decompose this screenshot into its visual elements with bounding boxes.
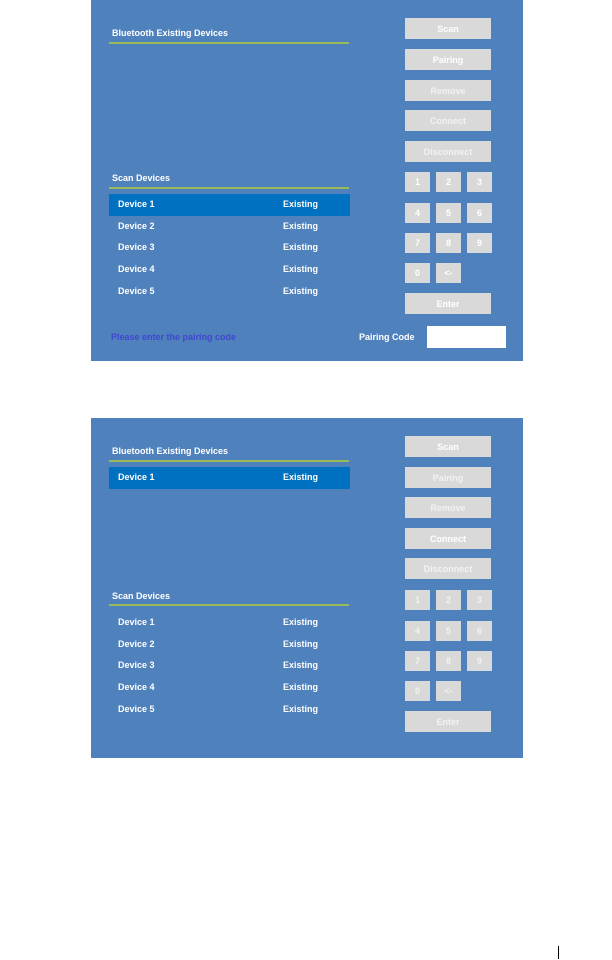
device-row[interactable] bbox=[109, 612, 350, 634]
device-row[interactable] bbox=[109, 699, 350, 721]
device-row[interactable] bbox=[109, 237, 350, 259]
keypad-key-0[interactable]: 0 bbox=[405, 263, 430, 283]
device-status: Existing bbox=[283, 285, 319, 296]
keypad-key-5[interactable]: 5 bbox=[436, 621, 461, 641]
keypad-key-3[interactable]: 3 bbox=[467, 590, 492, 610]
device-name: Device 2 bbox=[118, 638, 155, 649]
scan-devices-title: Scan Devices bbox=[112, 173, 171, 183]
device-status: Existing bbox=[283, 220, 319, 231]
scan-devices-divider bbox=[109, 604, 349, 606]
keypad-key-7[interactable]: 7 bbox=[405, 651, 430, 671]
remove-button[interactable]: Remove bbox=[405, 80, 491, 101]
device-row[interactable] bbox=[109, 194, 350, 216]
keypad-key-9[interactable]: 9 bbox=[467, 651, 492, 671]
connect-button[interactable]: Connect bbox=[405, 528, 491, 549]
device-name: Device 5 bbox=[118, 703, 155, 714]
existing-devices-divider bbox=[109, 460, 349, 462]
device-name: Device 5 bbox=[118, 285, 155, 296]
device-row[interactable] bbox=[109, 467, 350, 489]
device-row[interactable] bbox=[109, 216, 350, 238]
device-status: Existing bbox=[283, 242, 319, 253]
device-status: Existing bbox=[283, 264, 319, 275]
device-status: Existing bbox=[283, 703, 319, 714]
keypad-key-2[interactable]: 2 bbox=[436, 172, 461, 192]
device-status: Existing bbox=[283, 660, 319, 671]
keypad-backspace-key[interactable]: <- bbox=[436, 263, 461, 283]
scan-devices-title: Scan Devices bbox=[112, 591, 171, 601]
device-row[interactable] bbox=[109, 259, 350, 281]
scan-button[interactable]: Scan bbox=[405, 436, 491, 457]
keypad-key-0[interactable]: 0 bbox=[405, 681, 430, 701]
device-row[interactable] bbox=[109, 655, 350, 677]
device-status: Existing bbox=[283, 617, 319, 627]
remove-button[interactable]: Remove bbox=[405, 497, 491, 518]
device-name: Device 3 bbox=[118, 660, 155, 671]
device-name: Device 2 bbox=[118, 220, 155, 231]
scan-devices-list bbox=[109, 194, 350, 302]
keypad-key-4[interactable]: 4 bbox=[405, 203, 430, 223]
device-status: Existing bbox=[283, 472, 319, 482]
existing-devices-title: Bluetooth Existing Devices bbox=[112, 28, 229, 38]
pairing-button[interactable]: Pairing bbox=[405, 49, 491, 70]
page-edge-mark bbox=[558, 946, 559, 959]
keypad-key-1[interactable]: 1 bbox=[405, 590, 430, 610]
device-status: Existing bbox=[283, 199, 319, 209]
scan-button[interactable]: Scan bbox=[405, 18, 491, 39]
disconnect-button[interactable]: Disconnect bbox=[405, 558, 491, 579]
keypad-key-7[interactable]: 7 bbox=[405, 233, 430, 253]
device-name: Device 3 bbox=[118, 242, 155, 253]
keypad-backspace-key[interactable]: <- bbox=[436, 681, 461, 701]
existing-devices-title: Bluetooth Existing Devices bbox=[112, 446, 229, 456]
keypad-key-8[interactable]: 8 bbox=[436, 651, 461, 671]
pairing-code-input[interactable] bbox=[427, 326, 506, 348]
keypad-key-9[interactable]: 9 bbox=[467, 233, 492, 253]
device-name: Device 4 bbox=[118, 264, 155, 275]
keypad-key-6[interactable]: 6 bbox=[467, 203, 492, 223]
connect-button[interactable]: Connect bbox=[405, 110, 491, 131]
keypad-key-1[interactable]: 1 bbox=[405, 172, 430, 192]
device-status: Existing bbox=[283, 682, 319, 693]
bluetooth-panel-pairing bbox=[91, 0, 523, 361]
keypad-key-4[interactable]: 4 bbox=[405, 621, 430, 641]
keypad-key-3[interactable]: 3 bbox=[467, 172, 492, 192]
device-row[interactable] bbox=[109, 281, 350, 303]
keypad-key-5[interactable]: 5 bbox=[436, 203, 461, 223]
pairing-prompt: Please enter the pairing code bbox=[111, 332, 237, 342]
pairing-button[interactable]: Pairing bbox=[405, 467, 491, 488]
keypad-key-8[interactable]: 8 bbox=[436, 233, 461, 253]
pairing-code-label: Pairing Code bbox=[359, 332, 415, 342]
keypad-key-6[interactable]: 6 bbox=[467, 621, 492, 641]
keypad-key-2[interactable]: 2 bbox=[436, 590, 461, 610]
scan-devices-divider bbox=[109, 187, 349, 189]
device-row[interactable] bbox=[109, 677, 350, 699]
bluetooth-panel-connect bbox=[91, 418, 523, 758]
device-name: Device 1 bbox=[118, 472, 155, 482]
existing-devices-list bbox=[109, 467, 350, 489]
enter-button[interactable]: Enter bbox=[405, 711, 491, 732]
scan-devices-list bbox=[109, 612, 350, 720]
device-row[interactable] bbox=[109, 634, 350, 656]
enter-button[interactable]: Enter bbox=[405, 293, 491, 314]
device-name: Device 4 bbox=[118, 682, 155, 693]
existing-devices-divider bbox=[109, 42, 349, 44]
device-name: Device 1 bbox=[118, 617, 155, 627]
disconnect-button[interactable]: Disconnect bbox=[405, 141, 491, 162]
device-name: Device 1 bbox=[118, 199, 155, 209]
device-status: Existing bbox=[283, 638, 319, 649]
